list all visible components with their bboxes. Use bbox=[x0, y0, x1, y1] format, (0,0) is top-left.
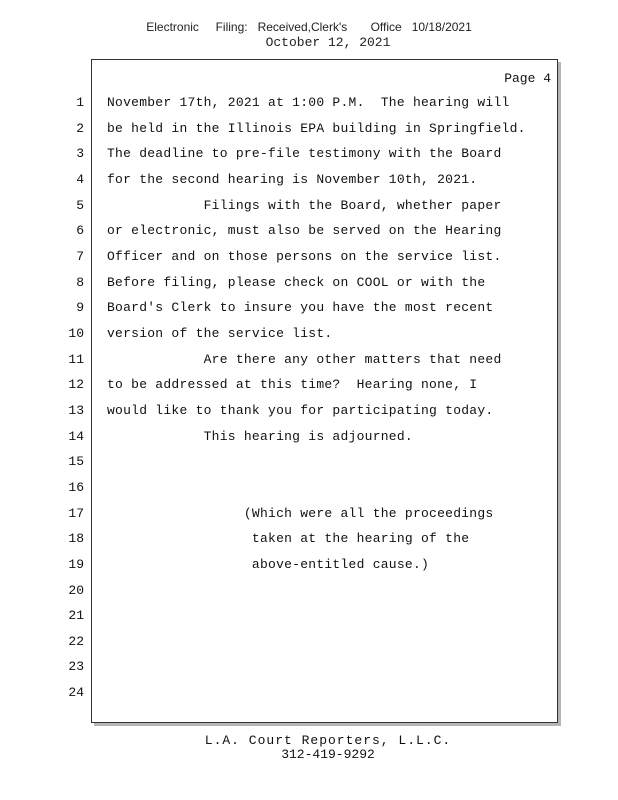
line-number: 16 bbox=[68, 480, 84, 495]
line-number: 18 bbox=[68, 531, 84, 546]
line-number: 8 bbox=[76, 275, 84, 290]
line-number: 2 bbox=[76, 121, 84, 136]
line-number: 5 bbox=[76, 198, 84, 213]
filing-stamp: Electronic Filing: Received,Clerk's Office 10/18/2021 bbox=[146, 20, 472, 34]
line-text: version of the service list. bbox=[107, 326, 333, 341]
line-number: 7 bbox=[76, 249, 84, 264]
line-text: (Which were all the proceedings bbox=[107, 506, 494, 521]
line-number: 14 bbox=[68, 429, 84, 444]
line-number: 9 bbox=[76, 300, 84, 315]
line-text: Filings with the Board, whether paper bbox=[107, 198, 502, 213]
line-text: Officer and on those persons on the service list. bbox=[107, 249, 502, 264]
line-number: 22 bbox=[68, 634, 84, 649]
line-text: would like to thank you for participating today. bbox=[107, 403, 494, 418]
reporter-phone: 312-419-9292 bbox=[281, 747, 375, 762]
line-number: 17 bbox=[68, 506, 84, 521]
line-text: be held in the Illinois EPA building in Springfield. bbox=[107, 121, 526, 136]
page-number: Page 4 bbox=[504, 71, 551, 86]
line-number: 19 bbox=[68, 557, 84, 572]
line-number: 3 bbox=[76, 146, 84, 161]
line-number: 23 bbox=[68, 659, 84, 674]
line-number: 10 bbox=[68, 326, 84, 341]
line-text: Board's Clerk to insure you have the most recent bbox=[107, 300, 494, 315]
line-number: 4 bbox=[76, 172, 84, 187]
line-text: taken at the hearing of the bbox=[107, 531, 470, 546]
line-text: or electronic, must also be served on the Hearing bbox=[107, 223, 502, 238]
line-number: 21 bbox=[68, 608, 84, 623]
line-text: The deadline to pre-file testimony with the Board bbox=[107, 146, 502, 161]
line-text: This hearing is adjourned. bbox=[107, 429, 413, 444]
line-number: 20 bbox=[68, 583, 84, 598]
line-text: November 17th, 2021 at 1:00 P.M. The hearing will bbox=[107, 95, 510, 110]
line-number: 11 bbox=[68, 352, 84, 367]
line-number: 13 bbox=[68, 403, 84, 418]
line-number: 24 bbox=[68, 685, 84, 700]
line-text: for the second hearing is November 10th, 2021. bbox=[107, 172, 478, 187]
line-number: 15 bbox=[68, 454, 84, 469]
line-number: 6 bbox=[76, 223, 84, 238]
reporter-company: L.A. Court Reporters, L.L.C. bbox=[204, 733, 452, 748]
line-text: Before filing, please check on COOL or with the bbox=[107, 275, 486, 290]
transcript-date: October 12, 2021 bbox=[265, 35, 391, 50]
line-text: to be addressed at this time? Hearing none, I bbox=[107, 377, 478, 392]
line-number: 12 bbox=[68, 377, 84, 392]
line-text: Are there any other matters that need bbox=[107, 352, 502, 367]
line-text: above-entitled cause.) bbox=[107, 557, 430, 572]
line-number: 1 bbox=[76, 95, 84, 110]
